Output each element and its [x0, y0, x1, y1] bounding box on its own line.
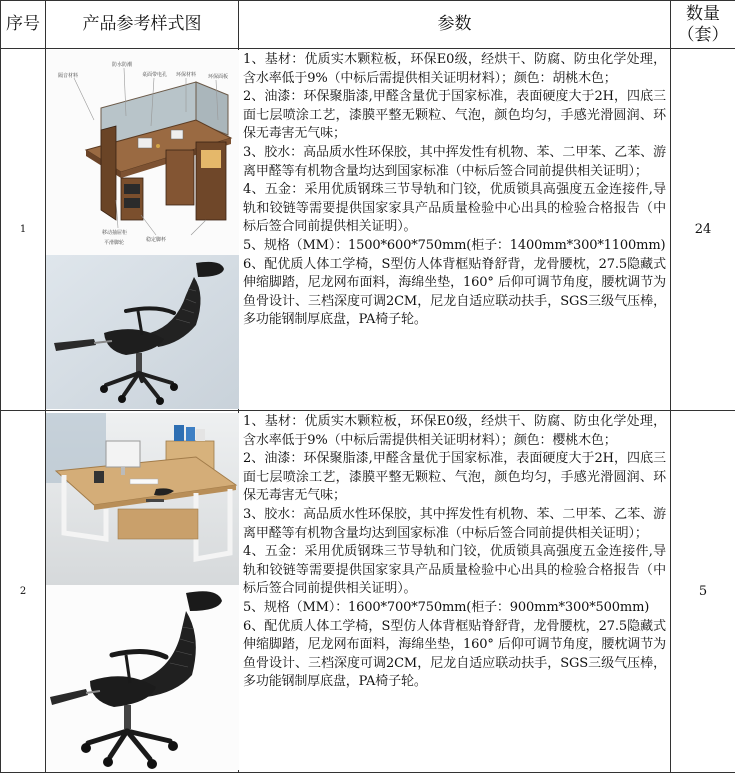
header-qty-line1: 数量 — [671, 4, 735, 25]
desk-label: 移动抽屉柜 — [102, 229, 127, 236]
row-index: 1 — [1, 49, 46, 411]
product-images — [46, 49, 239, 411]
header-qty-line2: （套） — [671, 25, 735, 46]
desk-label: 环保面板 — [208, 73, 228, 80]
header-image: 产品参考样式图 — [46, 1, 239, 49]
desk-label: 防水防潮 — [112, 61, 132, 68]
desk-label: 桌面带电孔 — [142, 71, 167, 78]
header-row — [1, 1, 735, 49]
param-line: 4、五金：采用优质钢珠三节导轨和门铰，优质锁具高强度五金连接件,导轨和铰链等需要提供国家家具产品质量检验中心出具的检验合格报告（中标后签合同前提供相关证明）。 — [243, 181, 666, 237]
params-cell — [239, 49, 671, 411]
row-index: 2 — [1, 411, 46, 773]
params-cell — [239, 411, 671, 773]
table-row — [1, 49, 735, 411]
param-line: 1、基材：优质实木颗粒板，环保E0级，经烘干、防腐、防虫化学处理，含水率低于9%（中标后需提供相关证明材料）；颜色：樱桃木色； — [243, 413, 666, 450]
param-line: 3、胶水：高品质水性环保胶，其中挥发性有机物、苯、二甲苯、乙苯、游离甲醛等有机物含量均达到国家标准（中标后签合同前提供相关证明）； — [243, 144, 666, 181]
ergonomic-chair-image — [46, 585, 239, 770]
desk-label: 稳定脚杯 — [146, 236, 167, 243]
param-line: 2、油漆：环保聚脂漆,甲醛含量优于国家标准，表面硬度大于2H，四底三面七层喷涂工艺，漆膜平整无颗粒、气泡，颜色均匀，手感光滑圆润、环保无毒害无气味； — [243, 450, 666, 506]
office-desk-image — [46, 413, 239, 585]
param-line: 5、规格（MM）：1600*700*750mm(柜子：900mm*300*500mm) — [243, 599, 666, 618]
desk-label: 环保材料 — [176, 71, 196, 78]
header-params: 参数 — [239, 1, 671, 49]
param-line: 1、基材：优质实木颗粒板，环保E0级，经烘干、防腐、防虫化学处理，含水率低于9%（中标后需提供相关证明材料）；颜色：胡桃木色； — [243, 51, 666, 88]
param-line: 4、五金：采用优质钢珠三节导轨和门铰，优质锁具高强度五金连接件,导轨和铰链等需要提供国家家具产品质量检验中心出具的检验合格报告（中标后签合同前提供相关证明）。 — [243, 543, 666, 599]
row-qty: 5 — [671, 411, 735, 773]
row-qty: 24 — [671, 49, 735, 411]
workstation-desk-image — [46, 50, 239, 255]
desk-label: 隔音材料 — [58, 72, 78, 79]
header-qty — [671, 1, 735, 49]
param-line: 3、胶水：高品质水性环保胶，其中挥发性有机物、苯、二甲苯、乙苯、游离甲醛等有机物含量均达到国家标准（中标后签合同前提供相关证明）； — [243, 506, 666, 543]
desk-label: 平滑脚轮 — [104, 239, 124, 246]
ergonomic-chair-image — [46, 255, 239, 409]
param-line: 6、配优质人体工学椅，S型仿人体背框贴脊舒背，龙骨腰枕，27.5隐藏式伸缩脚踏，尼龙网布面料，海绵坐垫，160° 后仰可调节角度，腰枕调节为鱼骨设计、三档深度可调2CM，尼龙自适应联动扶手，SGS三级气压棒，多功能钢制厚底盘，PA椅子轮。 — [243, 618, 666, 692]
param-line: 2、油漆：环保聚脂漆,甲醛含量优于国家标准，表面硬度大于2H，四底三面七层喷涂工艺，漆膜平整无颗粒、气泡，颜色均匀，手感光滑圆润、环保无毒害无气味； — [243, 88, 666, 144]
product-images — [46, 411, 239, 773]
param-line: 5、规格（MM）：1500*600*750mm(柜子：1400mm*300*1100mm) — [243, 237, 666, 256]
table-row — [1, 411, 735, 773]
header-index: 序号 — [1, 1, 46, 49]
param-line: 6、配优质人体工学椅，S型仿人体背框贴脊舒背，龙骨腰枕，27.5隐藏式伸缩脚踏，尼龙网布面料，海绵坐垫，160° 后仰可调节角度，腰枕调节为鱼骨设计、三档深度可调2CM，尼龙自适应联动扶手，SGS三级气压棒，多功能钢制厚底盘，PA椅子轮。 — [243, 256, 666, 330]
